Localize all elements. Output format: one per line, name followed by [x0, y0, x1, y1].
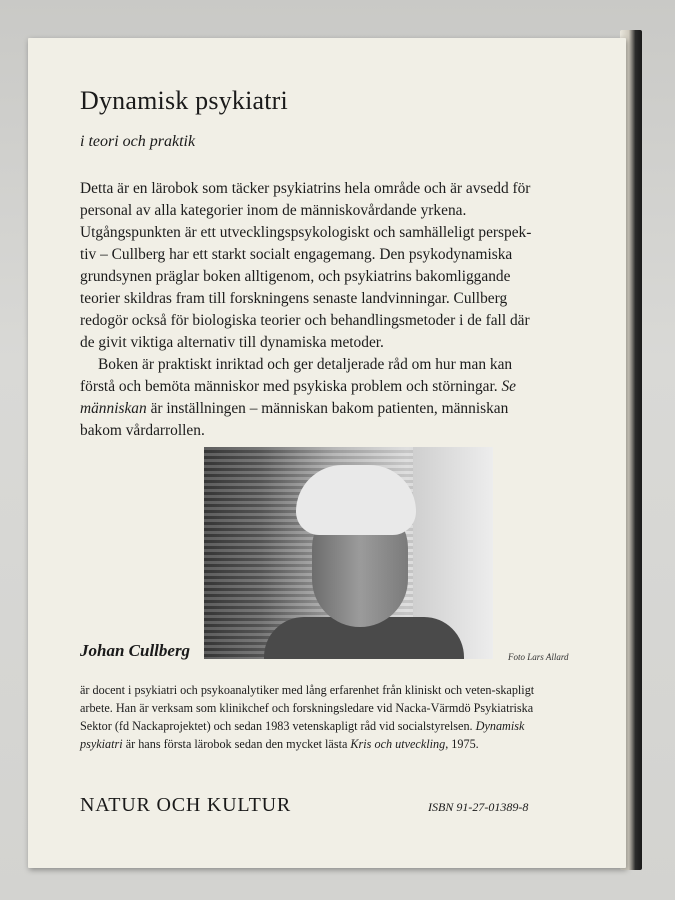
book-subtitle: i teori och praktik	[80, 133, 196, 150]
blurb-paragraph-1: Detta är en lärobok som täcker psykiatrins hela område och är avsedd för personal av alla kategorier inom de människovårdande yrkena. Utgångspunkten är ett utvecklingspsykologiskt och samhälleligt perspek-tiv – Cullberg har ett starkt socialt engagemang. Den psykodynamiska grundsynen präglar boken alltigenom, och psykiatrins bakomliggande teorier skildras fram till forskningens senaste landvinningar. Cullberg redogör också för biologiska teorier och behandlingsmetoder i de fall där de givit viktiga alternativ till dynamiska metoder.	[80, 180, 532, 351]
bio-part-1: är docent i psykiatri och psykoanalytiker med lång erfarenhet från kliniskt och veten-skapligt arbete. Han är verksam som klinikchef och forskningsledare vid Nacka-Värmdö Psykiatriska Sektor (fd Nackaprojektet) och sedan 1983 vetenskapligt råd vid socialstyrelsen.	[80, 683, 535, 733]
photo-credit: Foto Lars Allard	[508, 652, 569, 662]
author-photo	[204, 447, 493, 659]
author-bio-text	[80, 681, 550, 753]
publisher-name: NATUR OCH KULTUR	[80, 794, 291, 816]
blurb-p2-emphasis: Se människan	[80, 378, 516, 417]
blurb-paragraph-2	[80, 354, 540, 442]
bio-part-3: , 1975.	[445, 737, 479, 751]
photo-hair	[296, 465, 416, 535]
bio-title-2: Kris och utveckling	[350, 737, 446, 751]
book-title: Dynamisk psykiatri	[80, 86, 288, 115]
bio-part-2: är hans första lärobok sedan den mycket lästa	[125, 737, 348, 751]
bio-title-1: Dynamisk psykiatri	[80, 719, 525, 751]
author-name: Johan Cullberg	[80, 641, 191, 660]
blurb-p2-end: är inställningen – människan bakom patienten, människan bakom vårdarrollen.	[80, 400, 509, 439]
author-bio	[80, 681, 550, 753]
isbn: ISBN 91-27-01389-8	[428, 800, 529, 814]
blurb	[80, 178, 540, 442]
blurb-p2-start: Boken är praktiskt inriktad och ger detaljerade råd om hur man kan förstå och bemöta människor med psykiska problem och störningar.	[80, 356, 513, 395]
